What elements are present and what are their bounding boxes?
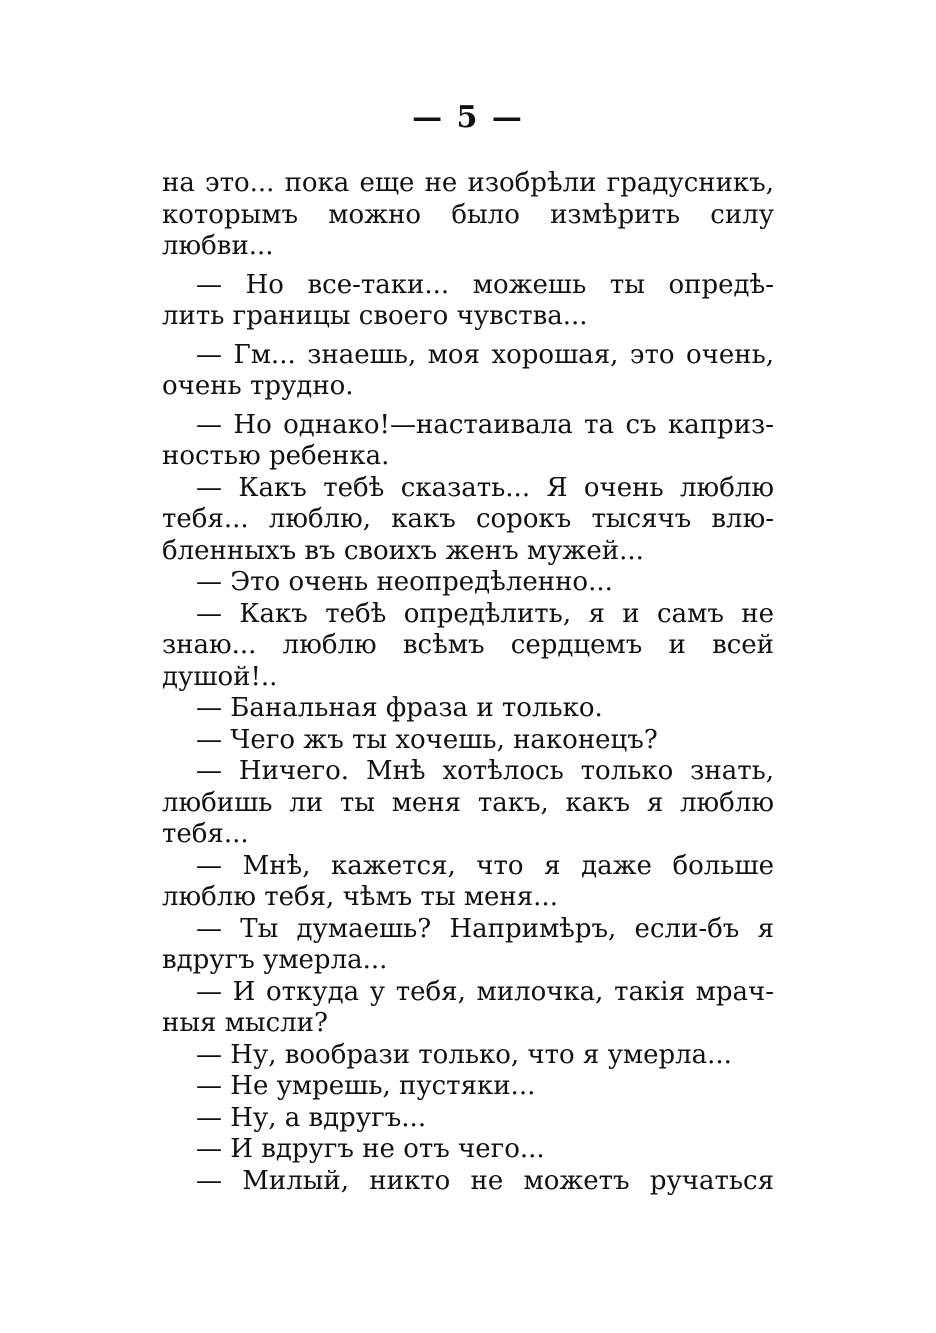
text-line: тебя... люблю, какъ сорокъ тысячъ влю- (162, 504, 774, 534)
text-line: — Милый, никто не можетъ ручаться (196, 1165, 774, 1196)
text-line: — И вдругъ не отъ чего... (196, 1134, 545, 1164)
text-line: — Какъ тебѣ опредѣлить, я и самъ не (196, 598, 774, 629)
text-line: — Ничего. Мнѣ хотѣлось только знать, (196, 756, 774, 786)
text-line: ностью ребенка. (162, 441, 390, 471)
text-line: бленныхъ въ своихъ женъ мужей... (162, 535, 644, 566)
text-line: — Чего жъ ты хочешь, наконецъ? (196, 724, 658, 755)
text-line: вдругъ умерла... (162, 945, 388, 975)
text-line: ныя мысли? (162, 1008, 328, 1038)
text-line: — Банальная фраза и только. (196, 693, 603, 723)
text-line: любишь ли ты меня такъ, какъ я люблю (162, 787, 774, 818)
text-line: которымъ можно было измѣрить силу (162, 199, 774, 230)
text-line: на это... пока еще не изобрѣли градусникъ, (162, 168, 774, 198)
page-number: — 5 — (412, 100, 524, 135)
text-line: — Ну, а вдругъ... (196, 1102, 427, 1133)
text-line: — Не умрешь, пустяки... (196, 1071, 536, 1101)
text-line: — Но все-таки... можешь ты опредѣ- (196, 269, 774, 300)
text-line: — Мнѣ, кажется, что я даже больше (196, 850, 774, 881)
text-line: очень трудно. (162, 371, 354, 401)
text-line: — Ну, вообрази только, что я умерла... (196, 1039, 732, 1070)
text-line: — Это очень неопредѣленно... (196, 567, 613, 597)
text-line: люблю тебя, чѣмъ ты меня... (162, 882, 558, 912)
text-line: душой!.. (162, 661, 278, 692)
text-line: — Какъ тебѣ сказать... Я очень люблю (196, 472, 774, 503)
text-line: — И откуда у тебя, милочка, такія мрач- (196, 976, 774, 1007)
text-line: — Ты думаешь? Напримѣръ, если-бъ я (196, 913, 774, 944)
body-text (162, 168, 774, 1197)
text-line: знаю... люблю всѣмъ сердцемъ и всей (162, 630, 774, 660)
text-line: тебя... (162, 819, 249, 849)
text-line: — Но однако!—настаивала та съ каприз- (196, 409, 774, 440)
text-line: лить границы своего чувства... (162, 301, 588, 331)
text-line: любви... (162, 231, 274, 261)
text-line: — Гм... знаешь, моя хорошая, это очень, (196, 339, 774, 370)
